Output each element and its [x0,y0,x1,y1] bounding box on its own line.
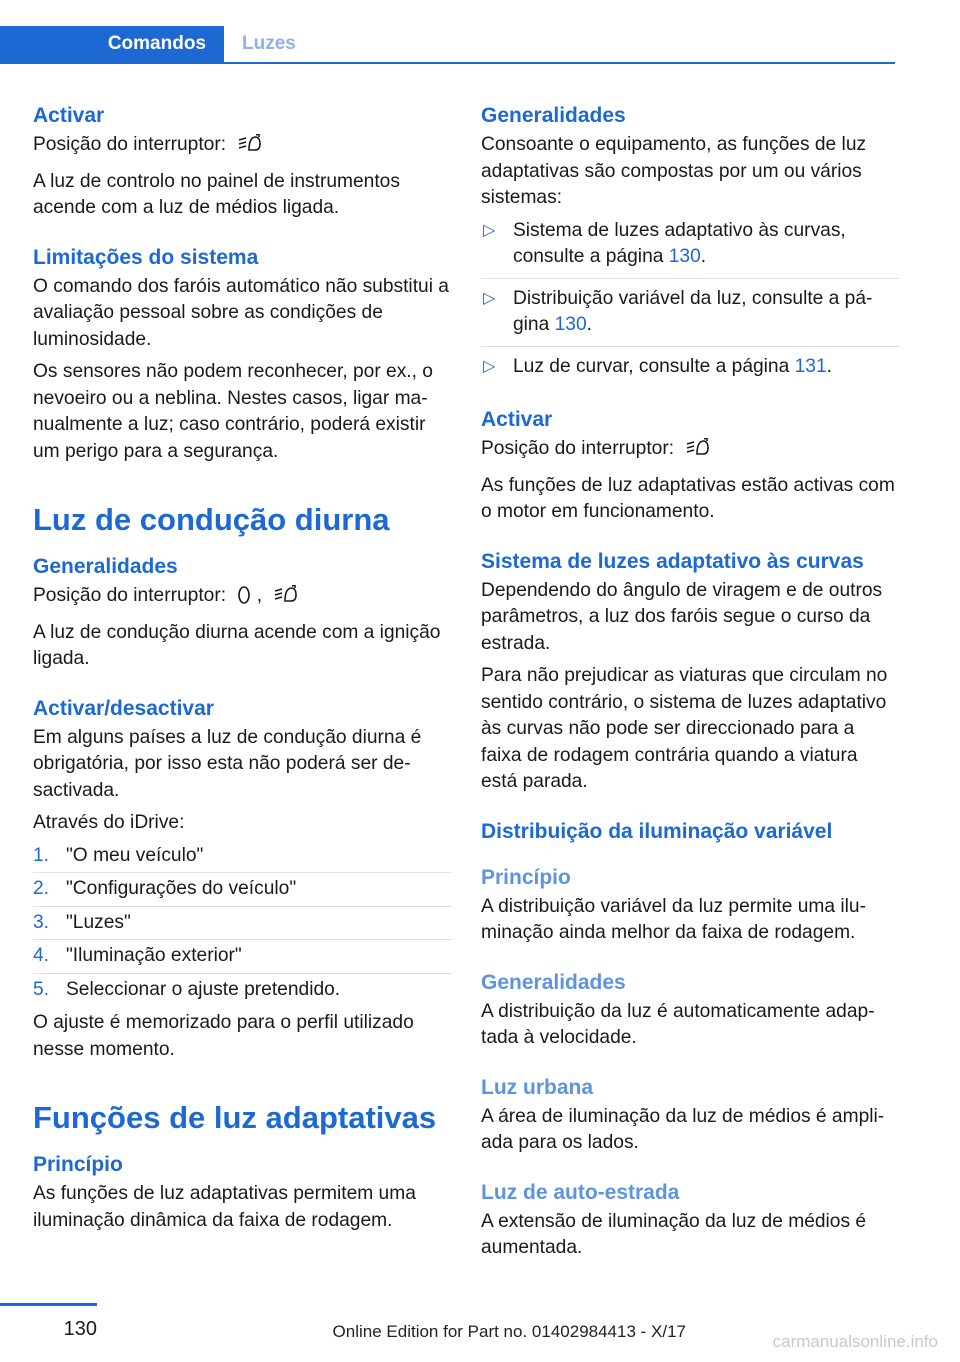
list-item: 1. "O meu veículo" [33,843,451,874]
watermark: carmanualsonline.info [772,1332,938,1351]
switch-position-text: Posição do interruptor: [481,436,899,467]
general2-heading: Generalidades [481,970,626,994]
afl-heading: Funções de luz adaptativas [33,1100,437,1135]
urban-heading: Luz urbana [481,1075,594,1099]
auto-headlight-icon [237,134,263,163]
drl-activate-p2: Através do iDrive: [33,812,185,833]
tab-comandos[interactable]: Comandos [0,26,224,62]
header-bar [0,26,895,64]
triangle-bullet-icon: ▷ [483,221,496,239]
triangle-bullet-icon: ▷ [483,289,496,307]
page-link[interactable]: 130 [554,314,587,335]
list-item: ▷ Luz de curvar, consulte a página 131. [481,354,899,388]
limitations-heading: Limitações do sistema [33,245,259,269]
urban-text: A área de iluminação da luz de médios é ampliada para os lados. [481,1105,885,1153]
drl-activate-heading: Activar/desactivar [33,696,214,720]
edition-text: Online Edition for Part no. 01402984413 - X/17 [332,1322,686,1341]
drl-text: A luz de condução diurna acende com a ignição ligada. [33,621,441,669]
afl-principle-heading: Princípio [33,1153,123,1176]
curve-heading: Sistema de luzes adaptativo às curvas [481,549,864,573]
drl-heading: Luz de condução diurna [33,502,390,537]
off-switch-icon [237,585,251,614]
list-item: ▷ Sistema de luzes adaptativo às curvas, consulte a página 130. [481,218,899,279]
activar-heading: Activar [33,104,105,127]
general-heading: Generalidades [481,104,626,127]
limitations-p1: O comando dos faróis automático não substitui a avaliação pessoal sobre as condições de luminosidade. [33,275,449,350]
list-item: ▷ Distribuição variável da luz, consulte a página 130. [481,286,899,347]
left-column [33,100,451,1240]
idrive-steps [33,843,451,1007]
activar-text: A luz de controlo no painel de instrumentos acende com a luz de médios ligada. [33,170,400,218]
list-item: 5. Seleccionar o ajuste pretendido. [33,978,341,1000]
activar-heading: Activar [481,408,553,431]
systems-list [481,218,899,388]
list-item: 3. "Luzes" [33,910,451,941]
auto-headlight-icon [273,585,299,614]
motorway-text: A extensão de iluminação da luz de médios é aumentada. [481,1210,867,1258]
drl-switch-text: Posição do interruptor: , [33,583,451,614]
footer-rule [0,1303,97,1306]
tab-luzes[interactable]: Luzes [242,33,296,54]
drl-activate-p1: Em alguns países a luz de condução diurna é obrigatória, por isso esta não poderá ser desactivada. [33,726,422,801]
right-column [481,100,899,1268]
activar-text: As funções de luz adaptativas estão activas com o motor em funcionamento. [481,474,895,522]
page-link[interactable]: 131 [794,355,827,377]
drl-activate-p3: O ajuste é memorizado para o perfil utilizado nesse momento. [33,1012,414,1060]
switch-position-text: Posição do interruptor: [33,132,451,163]
page-link[interactable]: 130 [668,246,701,267]
limitations-p2: Os sensores não podem reconhecer, por ex., o nevoeiro ou a neblina. Nestes casos, ligar manualmente a luz; caso contrário, poderá existir um perigo para a segurança. [33,361,433,462]
list-item: 4. "Iluminação exterior" [33,943,451,974]
drl-general-heading: Generalidades [33,555,178,578]
motorway-heading: Luz de auto-estrada [481,1180,680,1204]
afl-principle-text: As funções de luz adaptativas permitem uma iluminação dinâmica da faixa de rodagem. [33,1183,416,1231]
page-number: 130 [63,1318,97,1340]
general2-text: A distribuição da luz é automaticamente adaptada à velocidade. [481,1000,875,1048]
auto-headlight-icon [685,438,711,467]
principle-heading: Princípio [481,865,571,889]
list-item: 2. "Configurações do veículo" [33,876,451,907]
curve-p2: Para não prejudicar as viaturas que circulam no sentido contrário, o sistema de luzes adaptativo às curvas não pode ser direccionado para a faixa de rodagem contrária quando a viatura está parada. [481,665,888,792]
triangle-bullet-icon: ▷ [483,357,496,375]
principle-text: A distribuição variável da luz permite uma iluminação ainda melhor da faixa de rodagem. [481,895,866,943]
general-text: Consoante o equipamento, as funções de luz adaptativas são compostas por um ou vários sistemas: [481,134,867,208]
curve-p1: Dependendo do ângulo de viragem e de outros parâmetros, a luz dos faróis segue o curso da estrada. [481,579,883,654]
variable-light-heading: Distribuição da iluminação variável [481,819,833,843]
